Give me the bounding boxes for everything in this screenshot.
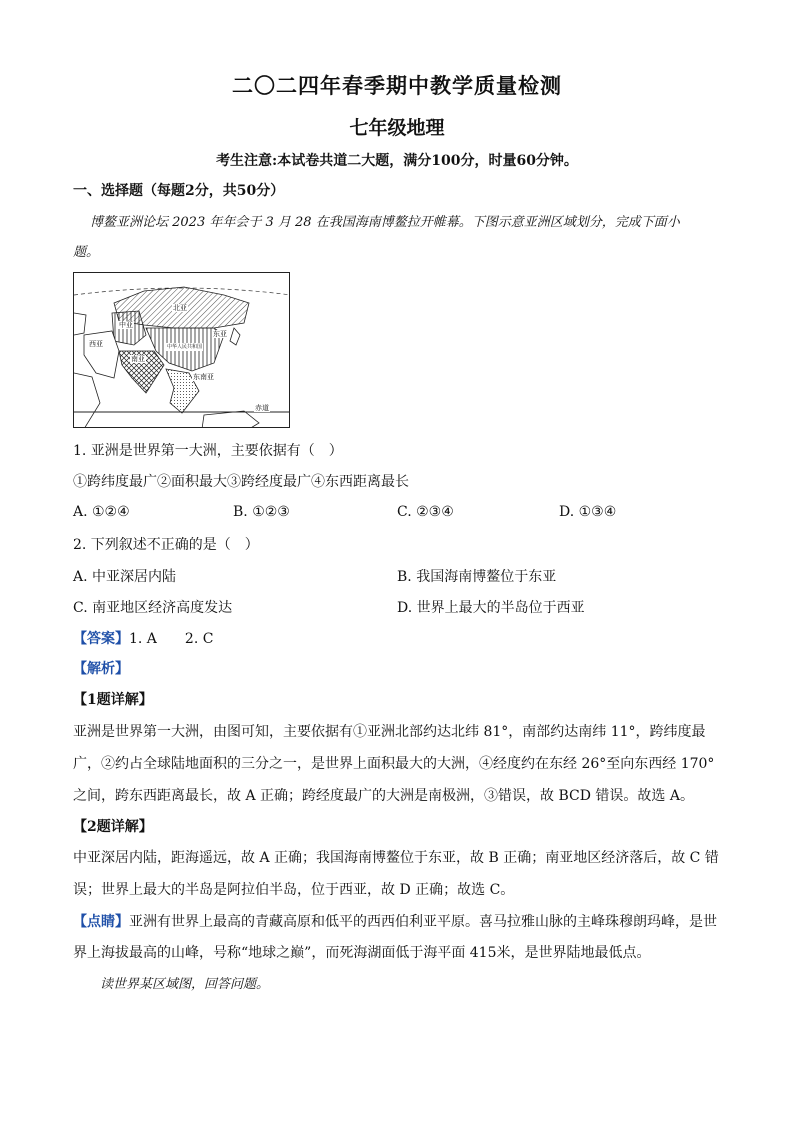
exam-notice: 考生注意:本试卷共道二大题，满分100分，时量60分钟。 [216, 153, 578, 169]
intro-line-1: 博鳌亚洲论坛 2023 年年会于 3 月 28 在我国海南博鳌拉开帷幕。下图示意亚洲区域划分，完成下面小 [90, 215, 680, 230]
q1-option-c: C. ②③④ [397, 504, 454, 520]
detail-1-line-1: 亚洲是世界第一大洲，由图可知，主要依据有①亚洲北部约达北纬 81°，南部约达南纬 11°，跨纬度最 [73, 724, 706, 740]
label-southeast-asia: 东南亚 [193, 373, 214, 381]
label-north-asia: 北亚 [173, 304, 187, 312]
section-heading: 一、选择题（每题2分，共50分） [73, 183, 285, 199]
asia-region-map [73, 272, 290, 428]
next-question-intro: 读世界某区域图，回答问题。 [100, 977, 270, 992]
point-line-2: 界上海拔最高的山峰，号称“地球之巅”，而死海湖面低于海平面 415米，是世界陆地最低点。 [73, 945, 651, 961]
label-east-asia: 东亚 [213, 330, 227, 338]
label-equator: 赤道 [255, 404, 269, 412]
point-line-1 [73, 912, 733, 932]
q1-option-d: D. ①③④ [559, 504, 617, 520]
point-label: 【点睛】 [73, 914, 129, 930]
japan-outline [230, 328, 240, 345]
exam-subtitle: 七年级地理 [349, 117, 445, 139]
answer-value: 1. A 2. C [129, 631, 214, 647]
label-central-asia: 中亚 [119, 321, 133, 329]
answer-label: 【答案】 [73, 631, 129, 647]
detail-1-line-3: 之间，跨东西距离最长，故 A 正确；跨经度最广的大洲是南极洲，③错误，故 BCD 错误。故选 A。 [73, 788, 694, 804]
detail-1-line-2: 广，②约占全球陆地面积的三分之一，是世界上面积最大的大洲，④经度约在东经 26°至向东西经 170° [73, 756, 715, 772]
label-china: 中华人民共和国 [167, 344, 203, 350]
detail-1-label: 【1题详解】 [73, 692, 153, 708]
q2-stem: 2. 下列叙述不正确的是（ ） [73, 537, 259, 553]
point-text-1: 亚洲有世界上最高的青藏高原和低平的西西伯利亚平原。喜马拉雅山脉的主峰珠穆朗玛峰，是世 [129, 914, 717, 930]
detail-2-line-1: 中亚深居内陆，距海遥远，故 A 正确；我国海南博鳌位于东亚，故 B 正确；南亚地区经济落后，故 C 错 [73, 850, 719, 866]
q2-option-d: D. 世界上最大的半岛位于西亚 [397, 600, 585, 616]
label-west-asia: 西亚 [89, 340, 103, 348]
q2-option-b: B. 我国海南博鳌位于东亚 [397, 569, 557, 585]
q1-stem: 1. 亚洲是世界第一大洲，主要依据有（ ） [73, 443, 343, 459]
q2-option-a: A. 中亚深居内陆 [73, 569, 177, 585]
africa-outline [74, 373, 100, 428]
detail-2-line-2: 误；世界上最大的半岛是阿拉伯半岛，位于西亚，故 D 正确；故选 C。 [73, 882, 515, 898]
detail-2-label: 【2题详解】 [73, 819, 153, 835]
q1-option-a: A. ①②④ [73, 504, 130, 520]
q1-items: ①跨纬度最广②面积最大③跨经度最广④东西距离最长 [73, 474, 409, 490]
west-asia-region [84, 331, 119, 378]
q2-option-c: C. 南亚地区经济高度发达 [73, 600, 233, 616]
label-south-asia: 南亚 [131, 355, 145, 363]
australia-outline [202, 411, 259, 428]
intro-line-2: 题。 [73, 245, 100, 260]
analysis-label: 【解析】 [73, 661, 129, 677]
europe-outline [74, 313, 86, 335]
q1-option-b: B. ①②③ [233, 504, 290, 520]
answer-line [73, 629, 733, 649]
exam-title: 二〇二四年春季期中教学质量检测 [232, 73, 562, 98]
